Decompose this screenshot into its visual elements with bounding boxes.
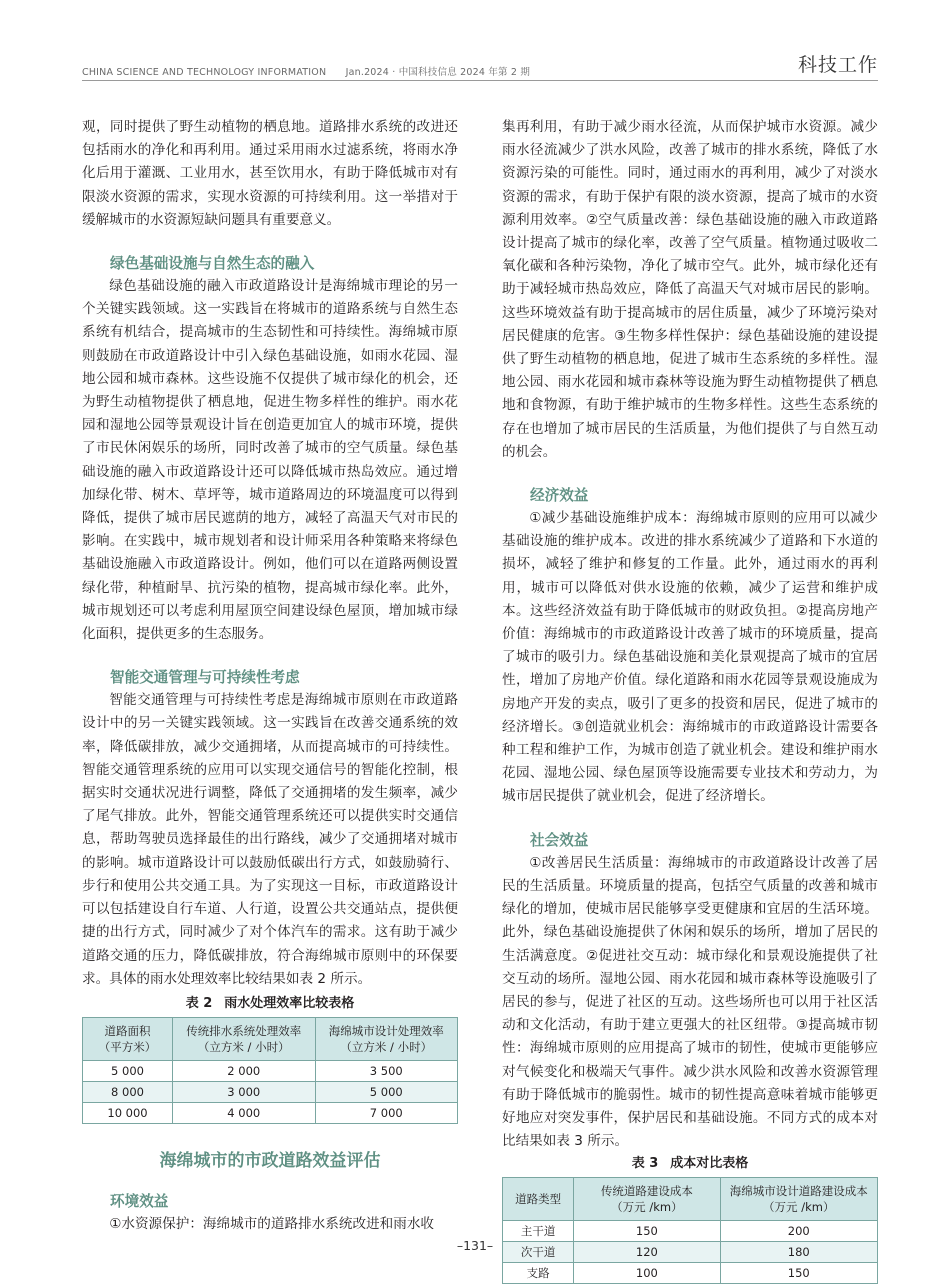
table-cell: 2 000 <box>173 1060 316 1081</box>
table-cell: 次干道 <box>503 1242 574 1263</box>
table2-header: 传统排水系统处理效率 （立方米 / 小时） <box>173 1017 316 1060</box>
table-cell: 5 000 <box>83 1060 173 1081</box>
table-row <box>83 1102 458 1123</box>
table3-header: 海绵城市设计道路建设成本 （万元 /km） <box>720 1178 878 1221</box>
table-cell: 3 500 <box>315 1060 458 1081</box>
table2-label: 表 2 <box>185 995 213 1011</box>
table3 <box>502 1177 878 1284</box>
paragraph-green: 绿色基础设施的融入市政道路设计是海绵城市理论的另一个关键实践领域。这一实践旨在将城市的道路系统与自然生态系统有机结合，提高城市的生态韧性和可持续性。海绵城市原则鼓励在市政道路设计中引入绿色基础设施，如雨水花园、湿地公园和城市森林。这些设施不仅提供了城市绿化的机会，还为野生动植物提供了栖息地，促进生物多样性的维护。雨水花园和湿地公园等景观设计旨在创造更加宜人的城市环境，提供了市民休闲娱乐的场所，同时改善了城市的空气质量。绿色基础设施的融入市政道路设计还可以降低城市热岛效应。通过增加绿化带、树木、草坪等，城市道路周边的环境温度可以得到降低，提供了城市居民遮荫的地方，减轻了高温天气对市民的影响。在实践中，城市规划者和设计师采用各种策略来将绿色基础设施融入市政道路设计。例如，他们可以在道路两侧设置绿化带，种植耐旱、抗污染的植物，提高城市绿化率。此外，城市规划还可以考虑利用屋顶空间建设绿色屋顶，增加城市绿化面积，提供更多的生态服务。 <box>82 278 458 643</box>
table-cell: 4 000 <box>173 1102 316 1123</box>
paragraph-env-cont: 集再利用，有助于减少雨水径流，从而保护城市水资源。减少雨水径流减少了洪水风险，改善了城市的排水系统，降低了水资源污染的可能性。同时，通过雨水的再利用，减少了对淡水资源的需求，有助于保护有限的淡水资源，提高了城市的水资源利用效率。②空气质量改善：绿色基础设施的融入市政道路设计提高了城市的绿化率，改善了空气质量。植物通过吸收二氧化碳和各种污染物，净化了城市空气。此外，城市绿化还有助于减轻城市热岛效应，降低了高温天气对城市居民的影响。这些环境效益有助于提高城市的居住质量，减少了环境污染对居民健康的危害。③生物多样性保护：绿色基础设施的建设提供了野生动植物的栖息地，促进了城市生态系统的多样性。湿地公园、雨水花园和城市森林等设施为野生动植物提供了栖息地和食物源，有助于维护城市的生物多样性。这些生态系统的存在也增加了城市居民的生活质量，为他们提供了与自然互动的机会。 <box>502 119 878 460</box>
table3-label: 表 3 <box>631 1156 659 1172</box>
table-row <box>503 1263 878 1284</box>
table2 <box>82 1017 458 1124</box>
table2-header: 道路面积 （平方米） <box>83 1017 173 1060</box>
table-cell: 5 000 <box>315 1081 458 1102</box>
table-cell: 3 000 <box>173 1081 316 1102</box>
table2-title: 雨水处理效率比较表格 <box>224 995 355 1011</box>
paragraph-env-start: ①水资源保护：海绵城市的道路排水系统改进和雨水收 <box>109 1215 435 1232</box>
table3-header: 道路类型 <box>503 1178 574 1221</box>
table-cell: 7 000 <box>315 1102 458 1123</box>
table-cell: 150 <box>574 1221 720 1242</box>
table-cell: 支路 <box>503 1263 574 1284</box>
right-column <box>502 116 878 1284</box>
left-column <box>82 116 458 1236</box>
table-row <box>83 1081 458 1102</box>
table-cell: 200 <box>720 1221 878 1242</box>
paragraph-traffic: 智能交通管理与可持续性考虑是海绵城市原则在市政道路设计中的另一关键实践领域。这一实践旨在改善交通系统的效率，降低碳排放，减少交通拥堵，从而提高城市的可持续性。智能交通管理系统的应用可以实现交通信号的智能化控制，根据实时交通状况进行调整，降低了交通拥堵的发生频率，减少了尾气排放。此外，智能交通管理系统还可以提供实时交通信息，帮助驾驶员选择最佳的出行路线，减少了交通拥堵对城市的影响。城市道路设计可以鼓励低碳出行方式，如鼓励骑行、步行和使用公共交通工具。为了实现这一目标，市政道路设计可以包括建设自行车道、人行道，设置公共交通站点，提供便捷的出行方式，同时减少了对个体汽车的需求。这有助于减少道路交通的压力，降低碳排放，符合海绵城市原则中的环保要求。具体的雨水处理效率比较结果如表 2 所示。 <box>82 692 458 987</box>
page-number: –131– <box>456 1238 494 1253</box>
table2-header: 海绵城市设计处理效率 （立方米 / 小时） <box>315 1017 458 1060</box>
table-cell: 150 <box>720 1263 878 1284</box>
table3-caption <box>502 1153 878 1175</box>
table-cell: 主干道 <box>503 1221 574 1242</box>
table2-caption <box>82 993 458 1015</box>
heading-benefit-evaluation: 海绵城市的市政道路效益评估 <box>159 1150 381 1171</box>
table-cell: 120 <box>574 1242 720 1263</box>
heading-environmental: 环境效益 <box>110 1192 169 1210</box>
heading-social: 社会效益 <box>530 831 589 849</box>
paragraph-economic: ①减少基础设施维护成本：海绵城市原则的应用可以减少基础设施的维护成本。改进的排水系统减少了道路和下水道的损坏，减轻了维护和修复的工作量。此外，通过雨水的再利用，城市可以降低对供水设施的依赖，减少了运营和维护成本。这些经济效益有助于降低城市的财政负担。②提高房地产价值：海绵城市的市政道路设计改善了城市的环境质量，提高了城市的吸引力。绿色基础设施和美化景观提高了城市的宜居性，增加了房地产价值。绿化道路和雨水花园等景观设施成为房地产开发的卖点，吸引了更多的投资和居民，促进了城市的经济增长。③创造就业机会：海绵城市的市政道路设计需要各种工程和维护工作，为城市创造了就业机会。建设和维护雨水花园、湿地公园、绿色屋顶等设施需要专业技术和劳动力，为城市居民提供了就业机会，促进了经济增长。 <box>502 510 878 805</box>
table-row <box>83 1060 458 1081</box>
table-cell: 8 000 <box>83 1081 173 1102</box>
paragraph-social: ①改善居民生活质量：海绵城市的市政道路设计改善了居民的生活质量。环境质量的提高，包括空气质量的改善和城市绿化的增加，使城市居民能够享受更健康和宜居的生活环境。此外，绿色基础设施提供了休闲和娱乐的场所，增加了居民的生活满意度。②促进社交互动：城市绿化和景观设施提供了社交互动的场所。湿地公园、雨水花园和城市森林等设施吸引了居民的参与，促进了社区的互动。这些场所也可以用于社区活动和文化活动，有助于建立更强大的社区纽带。③提高城市韧性：海绵城市原则的应用提高了城市的韧性，使城市更能够应对气候变化和极端天气事件。减少洪水风险和改善水资源管理有助于降低城市的脆弱性。城市的韧性提高意味着城市能够更好地应对突发事件，保护居民和基础设施。不同方式的成本对比结果如表 3 所示。 <box>502 854 878 1150</box>
table3-title: 成本对比表格 <box>670 1156 749 1172</box>
page-header <box>82 50 878 81</box>
heading-green-infrastructure: 绿色基础设施与自然生态的融入 <box>110 255 315 273</box>
table3-header: 传统道路建设成本 （万元 /km） <box>574 1178 720 1221</box>
section-title: 科技工作 <box>797 54 878 76</box>
journal-info: CHINA SCIENCE AND TECHNOLOGY INFORMATION Jan.2024 · 中国科技信息 2024 年第 2 期 <box>82 67 531 78</box>
heading-economic: 经济效益 <box>530 487 589 505</box>
heading-smart-traffic: 智能交通管理与可持续性考虑 <box>110 669 300 687</box>
table-cell: 180 <box>720 1242 878 1263</box>
table-cell: 100 <box>574 1263 720 1284</box>
paragraph-intro: 观，同时提供了野生动植物的栖息地。道路排水系统的改进还包括雨水的净化和再利用。通过采用雨水过滤系统，将雨水净化后用于灌溉、工业用水，甚至饮用水，有助于降低城市对有限淡水资源的需求，实现水资源的可持续利用。这一举措对于缓解城市的水资源短缺问题具有重要意义。 <box>82 119 458 228</box>
table-cell: 10 000 <box>83 1102 173 1123</box>
